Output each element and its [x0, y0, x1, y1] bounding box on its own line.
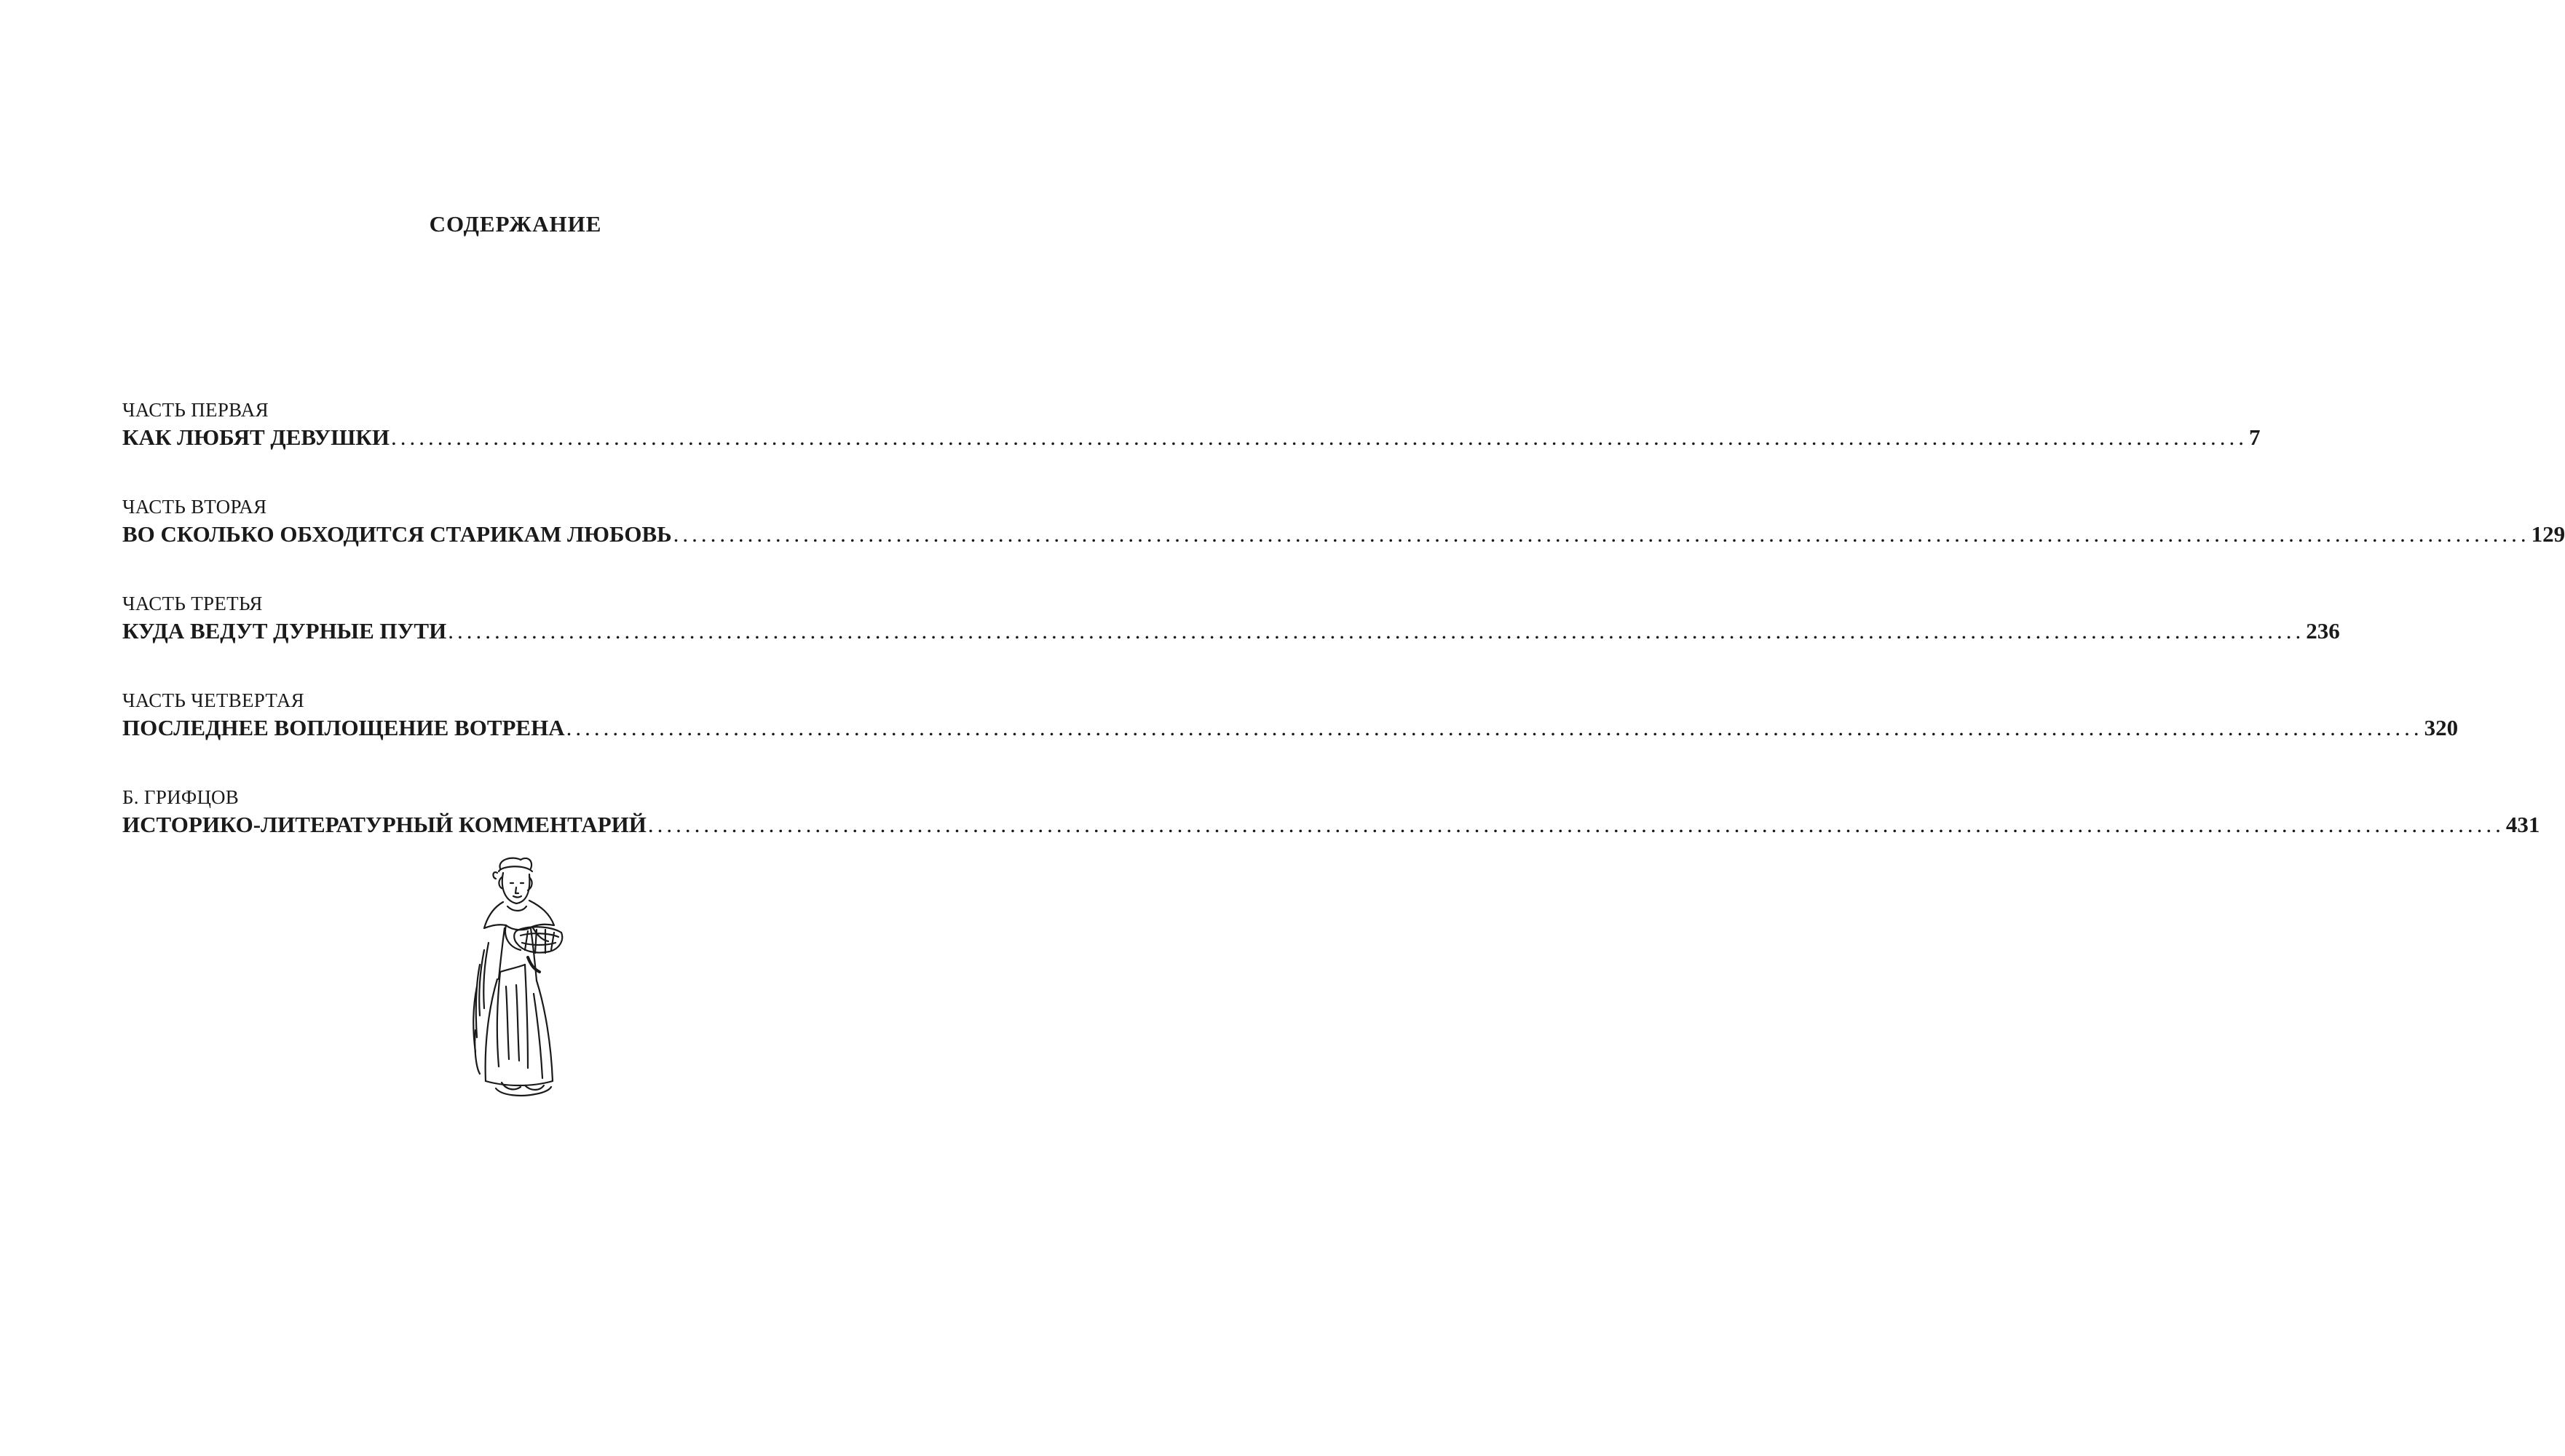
chapter-title: ВО СКОЛЬКО ОБХОДИТСЯ СТАРИКАМ ЛЮБОВЬ [122, 521, 672, 547]
page-number: 7 [2248, 424, 2261, 450]
dot-leader: ........................................................................................................................................................................................................ [566, 715, 2423, 740]
chapter-title: КУДА ВЕДУТ ДУРНЫЕ ПУТИ [122, 618, 447, 644]
toc-title-line[interactable] [122, 519, 2565, 550]
page-number: 320 [2424, 715, 2459, 740]
table-of-contents [122, 397, 2565, 882]
chapter-title: ПОСЛЕДНЕЕ ВОПЛОЩЕНИЕ ВОТРЕНА [122, 715, 565, 740]
toc-entry-part-3 [122, 591, 2340, 646]
toc-title-line[interactable] [122, 810, 2540, 840]
toc-title-line[interactable] [122, 422, 2261, 453]
dot-leader: ........................................................................................................................................................................................................ [647, 812, 2505, 837]
toc-entry-commentary [122, 785, 2540, 840]
part-label: Б. ГРИФЦОВ [122, 786, 240, 808]
toc-title-line[interactable] [122, 616, 2340, 646]
page-number: 129 [2531, 521, 2565, 547]
part-label: ЧАСТЬ ЧЕТВЕРТАЯ [122, 689, 304, 711]
toc-entry-part-4 [122, 688, 2459, 743]
toc-entry-part-1 [122, 397, 2261, 453]
part-label: ЧАСТЬ ПЕРВАЯ [122, 399, 269, 421]
toc-entry-part-2 [122, 494, 2565, 550]
woman-with-basket-icon [455, 855, 586, 1103]
part-label: ЧАСТЬ ТРЕТЬЯ [122, 593, 263, 614]
chapter-title: ИСТОРИКО-ЛИТЕРАТУРНЫЙ КОММЕНТАРИЙ [122, 812, 647, 837]
dot-leader: ........................................................................................................................................................................................................ [673, 521, 2530, 547]
toc-heading: СОДЕРЖАНИЕ [429, 211, 602, 237]
dot-leader: ........................................................................................................................................................................................................ [390, 424, 2248, 450]
toc-title-line[interactable] [122, 713, 2459, 743]
part-label: ЧАСТЬ ВТОРАЯ [122, 496, 267, 518]
page-number: 431 [2505, 812, 2540, 837]
dot-leader: ........................................................................................................................................................................................................ [448, 618, 2305, 644]
page-number: 236 [2306, 618, 2340, 644]
chapter-title: КАК ЛЮБЯТ ДЕВУШКИ [122, 424, 390, 450]
